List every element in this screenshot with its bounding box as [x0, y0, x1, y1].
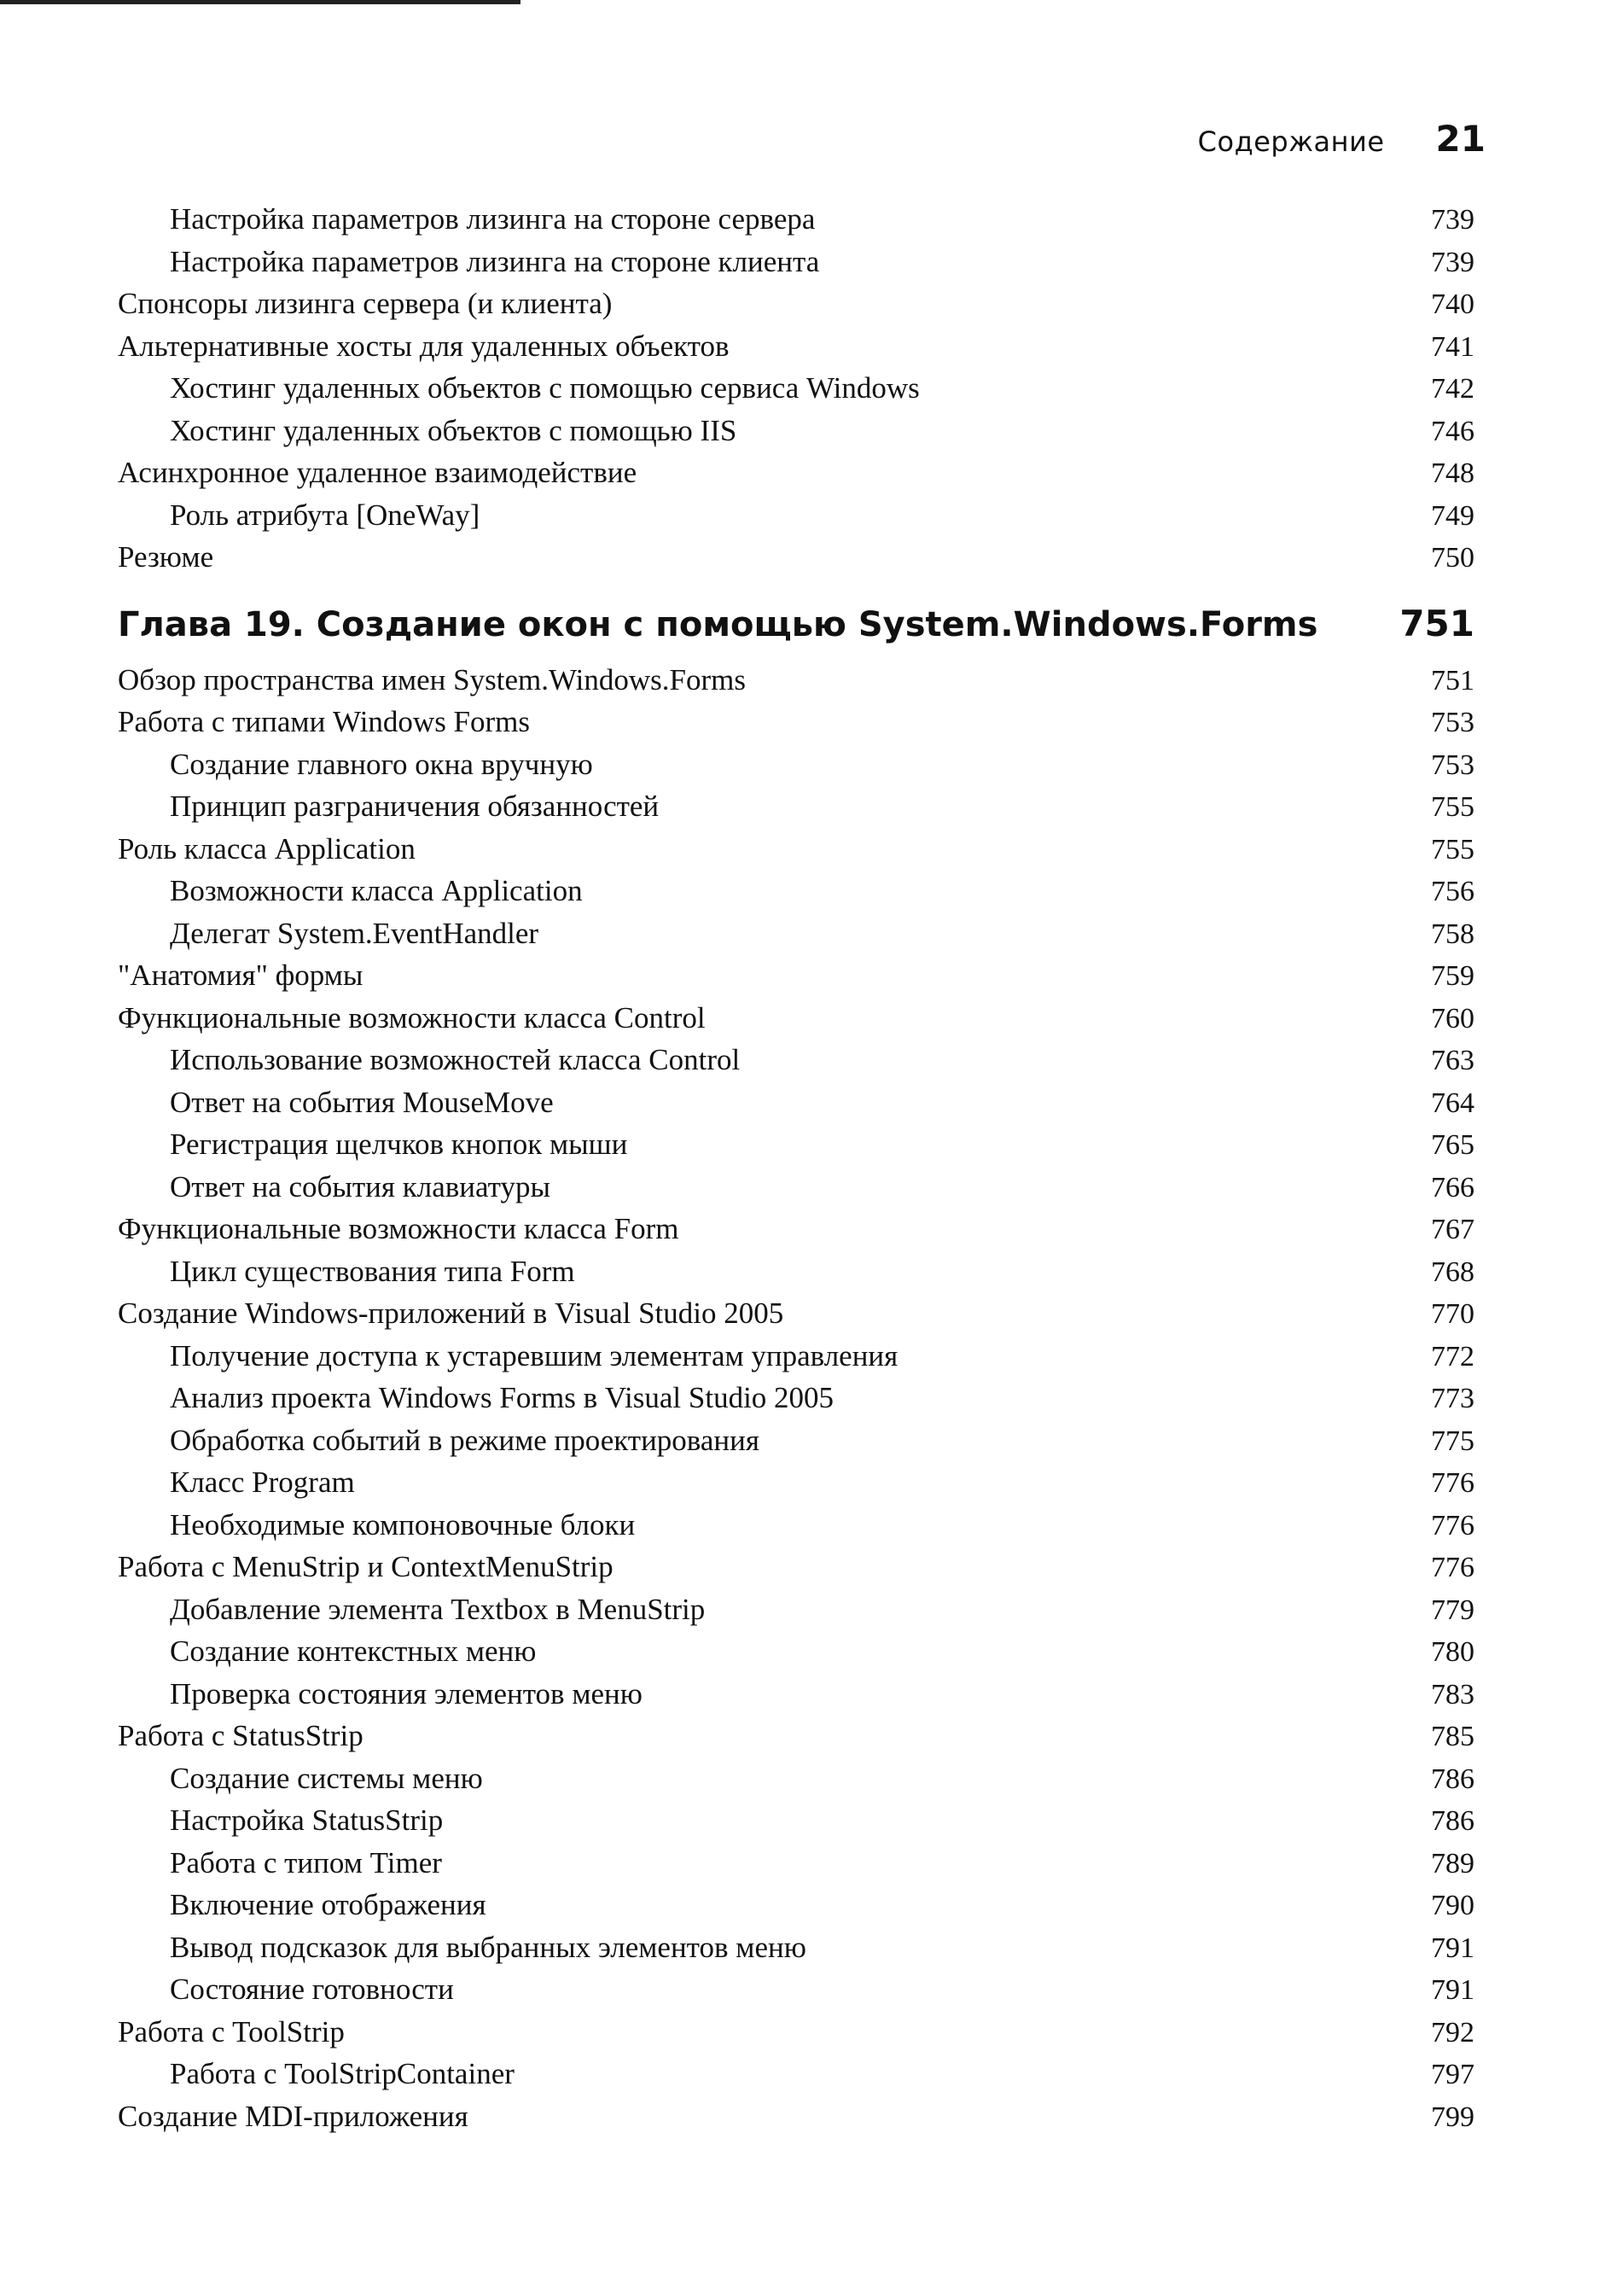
- toc-entry-title: Работа с StatusStrip: [118, 1719, 363, 1752]
- toc-entry-page: 783: [1431, 1678, 1474, 1710]
- toc-entry-page: 748: [1431, 457, 1474, 489]
- toc-entry: [118, 1250, 1474, 1293]
- toc-entry: [118, 1335, 1474, 1378]
- toc-entry: [118, 1757, 1474, 1800]
- toc-entry: [118, 1504, 1474, 1547]
- toc-entry: [118, 785, 1474, 828]
- toc-entry: [118, 452, 1474, 494]
- toc-entry-title: Ответ на события MouseMove: [170, 1085, 554, 1119]
- toc-entry-page: 775: [1431, 1425, 1474, 1457]
- toc-entry: [118, 2011, 1474, 2054]
- toc-entry: [118, 1377, 1474, 1419]
- toc-entry: [118, 1715, 1474, 1757]
- toc-entry-title: Анализ проекта Windows Forms в Visual Studio 2005: [170, 1381, 834, 1414]
- toc-entry-page: 765: [1431, 1129, 1474, 1161]
- toc-entry: [118, 912, 1474, 955]
- toc-entry: [118, 536, 1474, 579]
- toc-entry-page: 770: [1431, 1298, 1474, 1330]
- toc-entry-page: 792: [1431, 2016, 1474, 2048]
- toc-entry-page: 764: [1431, 1087, 1474, 1119]
- toc-entry: [118, 1630, 1474, 1673]
- toc-entry: [118, 1968, 1474, 2011]
- toc-entry: [118, 659, 1474, 702]
- toc-entry: [118, 701, 1474, 743]
- toc-entry-title: Вывод подсказок для выбранных элементов меню: [170, 1930, 806, 1964]
- toc-entry: [118, 2095, 1474, 2138]
- toc-entry-title: Создание системы меню: [170, 1761, 483, 1795]
- toc-entry-page: 786: [1431, 1763, 1474, 1795]
- toc-entry-page: 779: [1431, 1594, 1474, 1626]
- toc-entry-page: 791: [1431, 1974, 1474, 2006]
- top-rule: [0, 0, 520, 4]
- toc-entry: [118, 1884, 1474, 1926]
- toc-entry-page: 799: [1431, 2101, 1474, 2133]
- toc-entry-page: 746: [1431, 415, 1474, 447]
- toc-entry: [118, 198, 1474, 241]
- toc-entry-title: Класс Program: [170, 1466, 355, 1499]
- toc-entry-title: Создание главного окна вручную: [170, 747, 593, 781]
- toc-entry-title: Создание Windows-приложений в Visual Studio 2005: [118, 1297, 784, 1330]
- toc-entry: [118, 410, 1474, 452]
- toc-entry: [118, 1461, 1474, 1504]
- table-of-contents: [118, 198, 1474, 2137]
- toc-entry-title: Получение доступа к устаревшим элементам управления: [170, 1338, 898, 1372]
- page-number: 21: [1435, 118, 1486, 160]
- toc-entry-page: 785: [1431, 1721, 1474, 1752]
- chapter-heading: [118, 597, 1474, 650]
- toc-entry-page: 776: [1431, 1467, 1474, 1499]
- toc-entry-page: 755: [1431, 833, 1474, 865]
- toc-entry: [118, 1673, 1474, 1716]
- toc-entry: [118, 1208, 1474, 1250]
- toc-entry: [118, 1123, 1474, 1166]
- toc-entry-page: 767: [1431, 1214, 1474, 1245]
- toc-entry-title: Хостинг удаленных объектов с помощью IIS: [170, 413, 737, 447]
- toc-entry: [118, 1842, 1474, 1885]
- toc-entry-page: 749: [1431, 499, 1474, 532]
- toc-entry-page: 766: [1431, 1171, 1474, 1203]
- toc-entry-page: 740: [1431, 288, 1474, 320]
- toc-entry: [118, 1588, 1474, 1631]
- toc-entry-title: Роль атрибута [OneWay]: [170, 498, 480, 532]
- toc-entry: [118, 1926, 1474, 1969]
- toc-entry-title: Настройка параметров лизинга на стороне клиента: [170, 244, 820, 278]
- toc-entry-title: Работа с MenuStrip и ContextMenuStrip: [118, 1550, 614, 1583]
- running-head: Содержание: [1197, 125, 1385, 158]
- toc-entry-page: 756: [1431, 876, 1474, 907]
- toc-entry-title: Включение отображения: [170, 1888, 486, 1921]
- toc-entry-title: Работа с ToolStrip: [118, 2014, 345, 2048]
- page-header: [1198, 118, 1486, 160]
- chapter-page: 751: [1399, 602, 1474, 644]
- toc-entry-title: Альтернативные хосты для удаленных объектов: [118, 329, 730, 363]
- toc-entry: [118, 2053, 1474, 2095]
- toc-entry: [118, 494, 1474, 537]
- toc-section-before: [118, 198, 1474, 579]
- toc-section-after: [118, 659, 1474, 2138]
- toc-entry-page: 753: [1431, 707, 1474, 738]
- toc-entry-title: Функциональные возможности класса Form: [118, 1212, 679, 1245]
- toc-entry-page: 797: [1431, 2059, 1474, 2090]
- toc-entry: [118, 870, 1474, 912]
- toc-entry-page: 750: [1431, 542, 1474, 574]
- toc-entry: [118, 283, 1474, 325]
- toc-entry-title: Резюме: [118, 540, 214, 574]
- toc-entry-title: Настройка параметров лизинга на стороне сервера: [170, 202, 816, 236]
- toc-entry: [118, 241, 1474, 283]
- toc-entry-page: 776: [1431, 1552, 1474, 1583]
- toc-entry-title: Добавление элемента Textbox в MenuStrip: [170, 1592, 706, 1626]
- toc-entry-title: Хостинг удаленных объектов с помощью сервиса Windows: [170, 371, 920, 405]
- toc-entry-title: Работа с типом Timer: [170, 1845, 442, 1879]
- toc-entry-title: "Анатомия" формы: [118, 959, 363, 992]
- toc-entry-page: 741: [1431, 330, 1474, 363]
- toc-entry-title: Обработка событий в режиме проектирования: [170, 1423, 759, 1457]
- chapter-title: Глава 19. Создание окон с помощью System.Windows.Forms: [118, 604, 1318, 644]
- toc-entry-page: 753: [1431, 749, 1474, 781]
- toc-entry-title: Спонсоры лизинга сервера (и клиента): [118, 287, 613, 320]
- toc-entry-title: Цикл существования типа Form: [170, 1254, 575, 1288]
- toc-entry: [118, 954, 1474, 997]
- toc-entry-page: 791: [1431, 1932, 1474, 1964]
- toc-entry: [118, 828, 1474, 871]
- toc-entry-page: 759: [1431, 960, 1474, 992]
- toc-entry-title: Функциональные возможности класса Control: [118, 1000, 706, 1034]
- toc-entry-page: 758: [1431, 918, 1474, 950]
- toc-entry: [118, 997, 1474, 1040]
- toc-entry-page: 790: [1431, 1890, 1474, 1921]
- toc-entry-page: 755: [1431, 791, 1474, 823]
- toc-entry-title: Работа с ToolStripContainer: [170, 2057, 515, 2090]
- toc-entry-page: 776: [1431, 1509, 1474, 1541]
- toc-entry: [118, 1292, 1474, 1335]
- toc-entry: [118, 325, 1474, 368]
- toc-entry-page: 763: [1431, 1045, 1474, 1076]
- toc-entry-title: Асинхронное удаленное взаимодействие: [118, 456, 637, 489]
- toc-entry-title: Обзор пространства имен System.Windows.Forms: [118, 662, 746, 696]
- toc-entry: [118, 1546, 1474, 1588]
- toc-entry-title: Необходимые компоновочные блоки: [170, 1507, 636, 1541]
- toc-entry-title: Возможности класса Application: [170, 874, 583, 907]
- toc-entry-title: Работа с типами Windows Forms: [118, 705, 531, 738]
- toc-entry-page: 760: [1431, 1002, 1474, 1034]
- toc-entry-title: Принцип разграничения обязанностей: [170, 790, 660, 823]
- toc-entry: [118, 367, 1474, 410]
- toc-entry: [118, 1166, 1474, 1209]
- toc-entry-title: Делегат System.EventHandler: [170, 916, 539, 950]
- toc-entry: [118, 1039, 1474, 1081]
- toc-entry-title: Состояние готовности: [170, 1973, 454, 2006]
- toc-entry-title: Создание контекстных меню: [170, 1635, 537, 1668]
- toc-entry-title: Роль класса Application: [118, 831, 416, 865]
- toc-entry-page: 768: [1431, 1256, 1474, 1288]
- toc-entry-page: 772: [1431, 1340, 1474, 1372]
- toc-entry-title: Регистрация щелчков кнопок мыши: [170, 1128, 628, 1161]
- toc-entry-title: Настройка StatusStrip: [170, 1804, 444, 1837]
- toc-entry-title: Проверка состояния элементов меню: [170, 1676, 643, 1710]
- toc-entry-page: 739: [1431, 246, 1474, 278]
- toc-entry-page: 751: [1431, 664, 1474, 696]
- toc-entry: [118, 1799, 1474, 1842]
- toc-entry-title: Ответ на события клавиатуры: [170, 1169, 550, 1203]
- toc-entry-page: 786: [1431, 1805, 1474, 1837]
- toc-entry-page: 773: [1431, 1383, 1474, 1414]
- toc-entry-page: 789: [1431, 1847, 1474, 1879]
- toc-entry-page: 780: [1431, 1636, 1474, 1668]
- toc-entry-title: Создание MDI-приложения: [118, 2099, 468, 2133]
- toc-entry: [118, 743, 1474, 786]
- toc-entry-page: 742: [1431, 373, 1474, 405]
- toc-entry: [118, 1081, 1474, 1124]
- toc-entry-page: 739: [1431, 204, 1474, 236]
- toc-entry: [118, 1419, 1474, 1462]
- toc-entry-title: Использование возможностей класса Control: [170, 1043, 741, 1076]
